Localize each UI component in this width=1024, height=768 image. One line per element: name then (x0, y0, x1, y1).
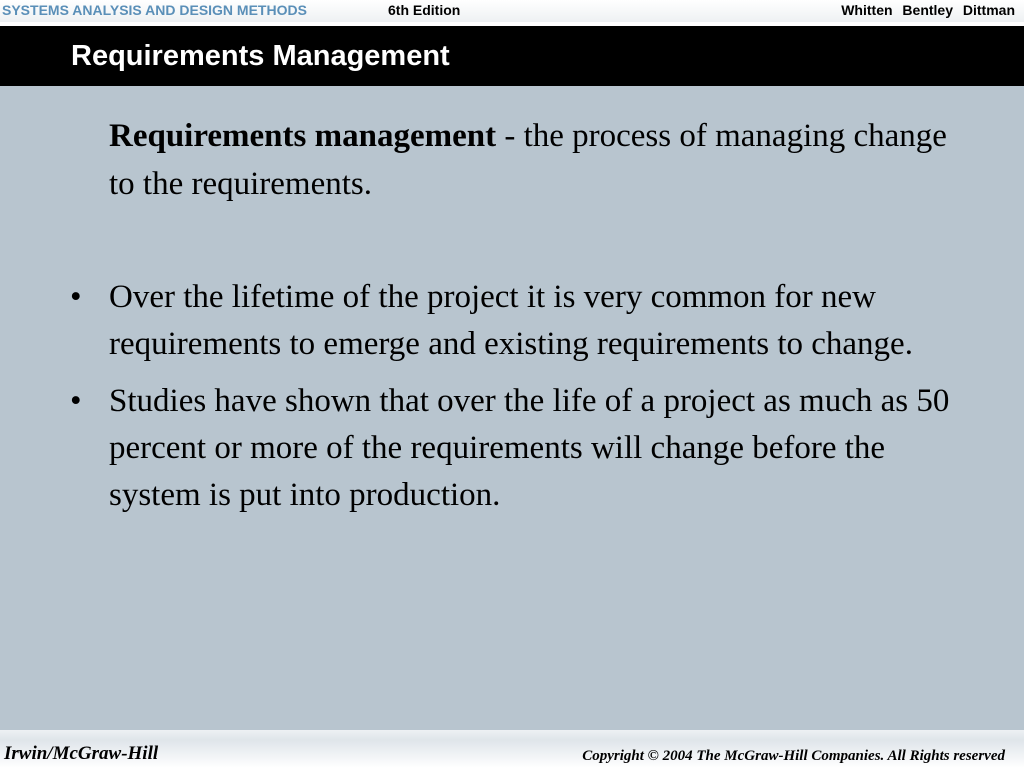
definition-paragraph (109, 112, 969, 208)
edition-label: 6th Edition (388, 2, 461, 18)
slide-content (0, 86, 1024, 730)
definition-term: Requirements management (109, 118, 497, 154)
title-bar (0, 26, 1024, 86)
bullet-marker: • (70, 279, 82, 315)
bullet-marker: • (70, 383, 82, 419)
definition-text: - the process of managing change to the requirements. (109, 118, 947, 202)
book-header (0, 0, 1024, 22)
bullet-item (0, 378, 1024, 519)
bullet-list (0, 274, 1024, 529)
bullet-item (0, 274, 1024, 368)
slide-title: Requirements Management (71, 40, 450, 72)
publisher-label: Irwin/McGraw-Hill (4, 743, 159, 764)
slide-footer (0, 735, 1024, 768)
copyright-notice: Copyright © 2004 The McGraw-Hill Companies. All Rights reserved (582, 748, 1005, 764)
bullet-text: Studies have shown that over the life of a project as much as 50 percent or more of the requirements will change before the system is put into production. (109, 383, 950, 513)
authors-label: Whitten Bentley Dittman (841, 2, 1015, 18)
book-title: SYSTEMS ANALYSIS AND DESIGN METHODS (2, 2, 307, 18)
bullet-text: Over the lifetime of the project it is very common for new requirements to emerge and existing requirements to change. (109, 279, 913, 362)
